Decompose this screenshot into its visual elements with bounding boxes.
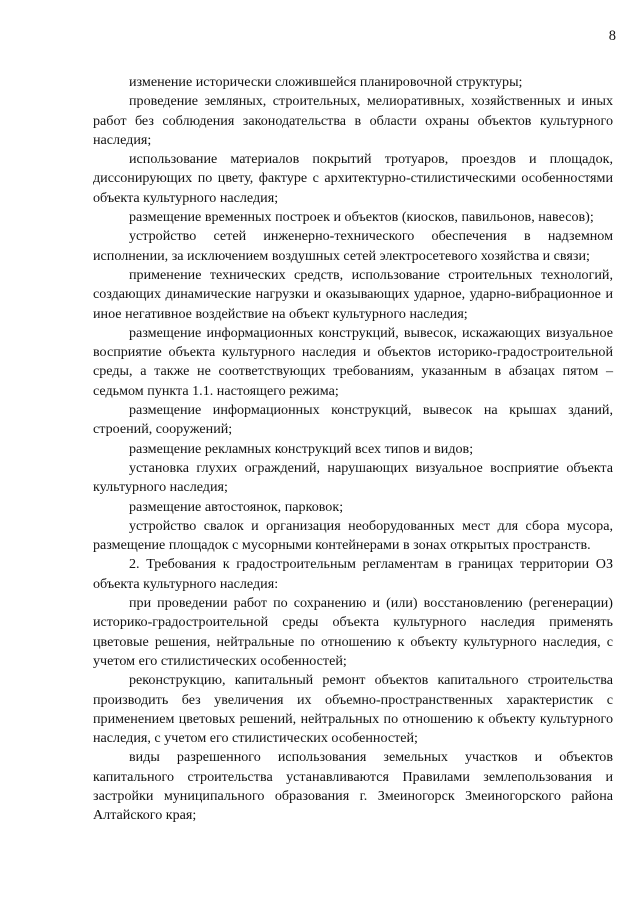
paragraph: применение технических средств, использование строительных технологий, создающих динамические нагрузки и оказывающих ударное, ударно-вибрационное и иное негативное воздействие на объект культурного наследия; — [93, 266, 613, 322]
paragraph: устройство сетей инженерно-технического обеспечения в надземном исполнении, за исключением воздушных сетей электросетевого хозяйства и связи; — [93, 228, 613, 264]
section-heading-paragraph: 2. Требования к градостроительным регламентам в границах территории ОЗ объекта культурного наследия: — [93, 556, 613, 592]
page-number: 8 — [608, 28, 616, 44]
paragraph: реконструкцию, капитальный ремонт объектов капитального строительства производить без увеличения их объемно-пространственных характеристик с применением цветовых решений, нейтральных по отношению к объекту культурного наследия, с учетом его стилистических особенностей; — [93, 672, 613, 747]
paragraph: при проведении работ по сохранению и (или) восстановлению (регенерации) историко-градостроительной среды объекта культурного наследия применять цветовые решения, нейтральные по отношению к объекту культурного наследия, с учетом его стилистических особенностей; — [93, 595, 613, 669]
paragraph: использование материалов покрытий тротуаров, проездов и площадок, диссонирующих по цвету, фактуре с архитектурно-стилистическими особенностями объекта культурного наследия; — [93, 151, 613, 206]
paragraph: устройство свалок и организация необорудованных мест для сбора мусора, размещение площадок с мусорными контейнерами в зонах открытых пространств. — [93, 517, 613, 554]
document-body — [93, 73, 613, 826]
paragraph: размещение информационных конструкций, вывесок на крышах зданий, строений, сооружений; — [93, 402, 613, 438]
paragraph: размещение рекламных конструкций всех типов и видов; — [129, 440, 474, 457]
paragraph: размещение временных построек и объектов (киосков, павильонов, навесов); — [129, 209, 594, 226]
paragraph: установка глухих ограждений, нарушающих визуальное восприятие объекта культурного наследия; — [93, 459, 613, 496]
paragraph: проведение земляных, строительных, мелиоративных, хозяйственных и иных работ без соблюдения законодательства в области охраны объектов культурного наследия; — [93, 93, 613, 148]
paragraph: изменение исторически сложившейся планировочной структуры; — [129, 74, 523, 90]
paragraph: размещение автостоянок, парковок; — [129, 498, 344, 515]
paragraph: виды разрешенного использования земельных участков и объектов капитального строительства устанавливаются Правилами землепользования и застройки муниципального образования г. Змеиногорск Змеиногорского района Алтайского края; — [93, 749, 613, 824]
paragraph: размещение информационных конструкций, вывесок, искажающих визуальное восприятие объекта культурного наследия и объектов историко-градостроительной среды, а также не соответствующих требованиям, указанным в абзацах пятом – седьмом пункта 1.1. настоящего режима; — [93, 324, 613, 399]
